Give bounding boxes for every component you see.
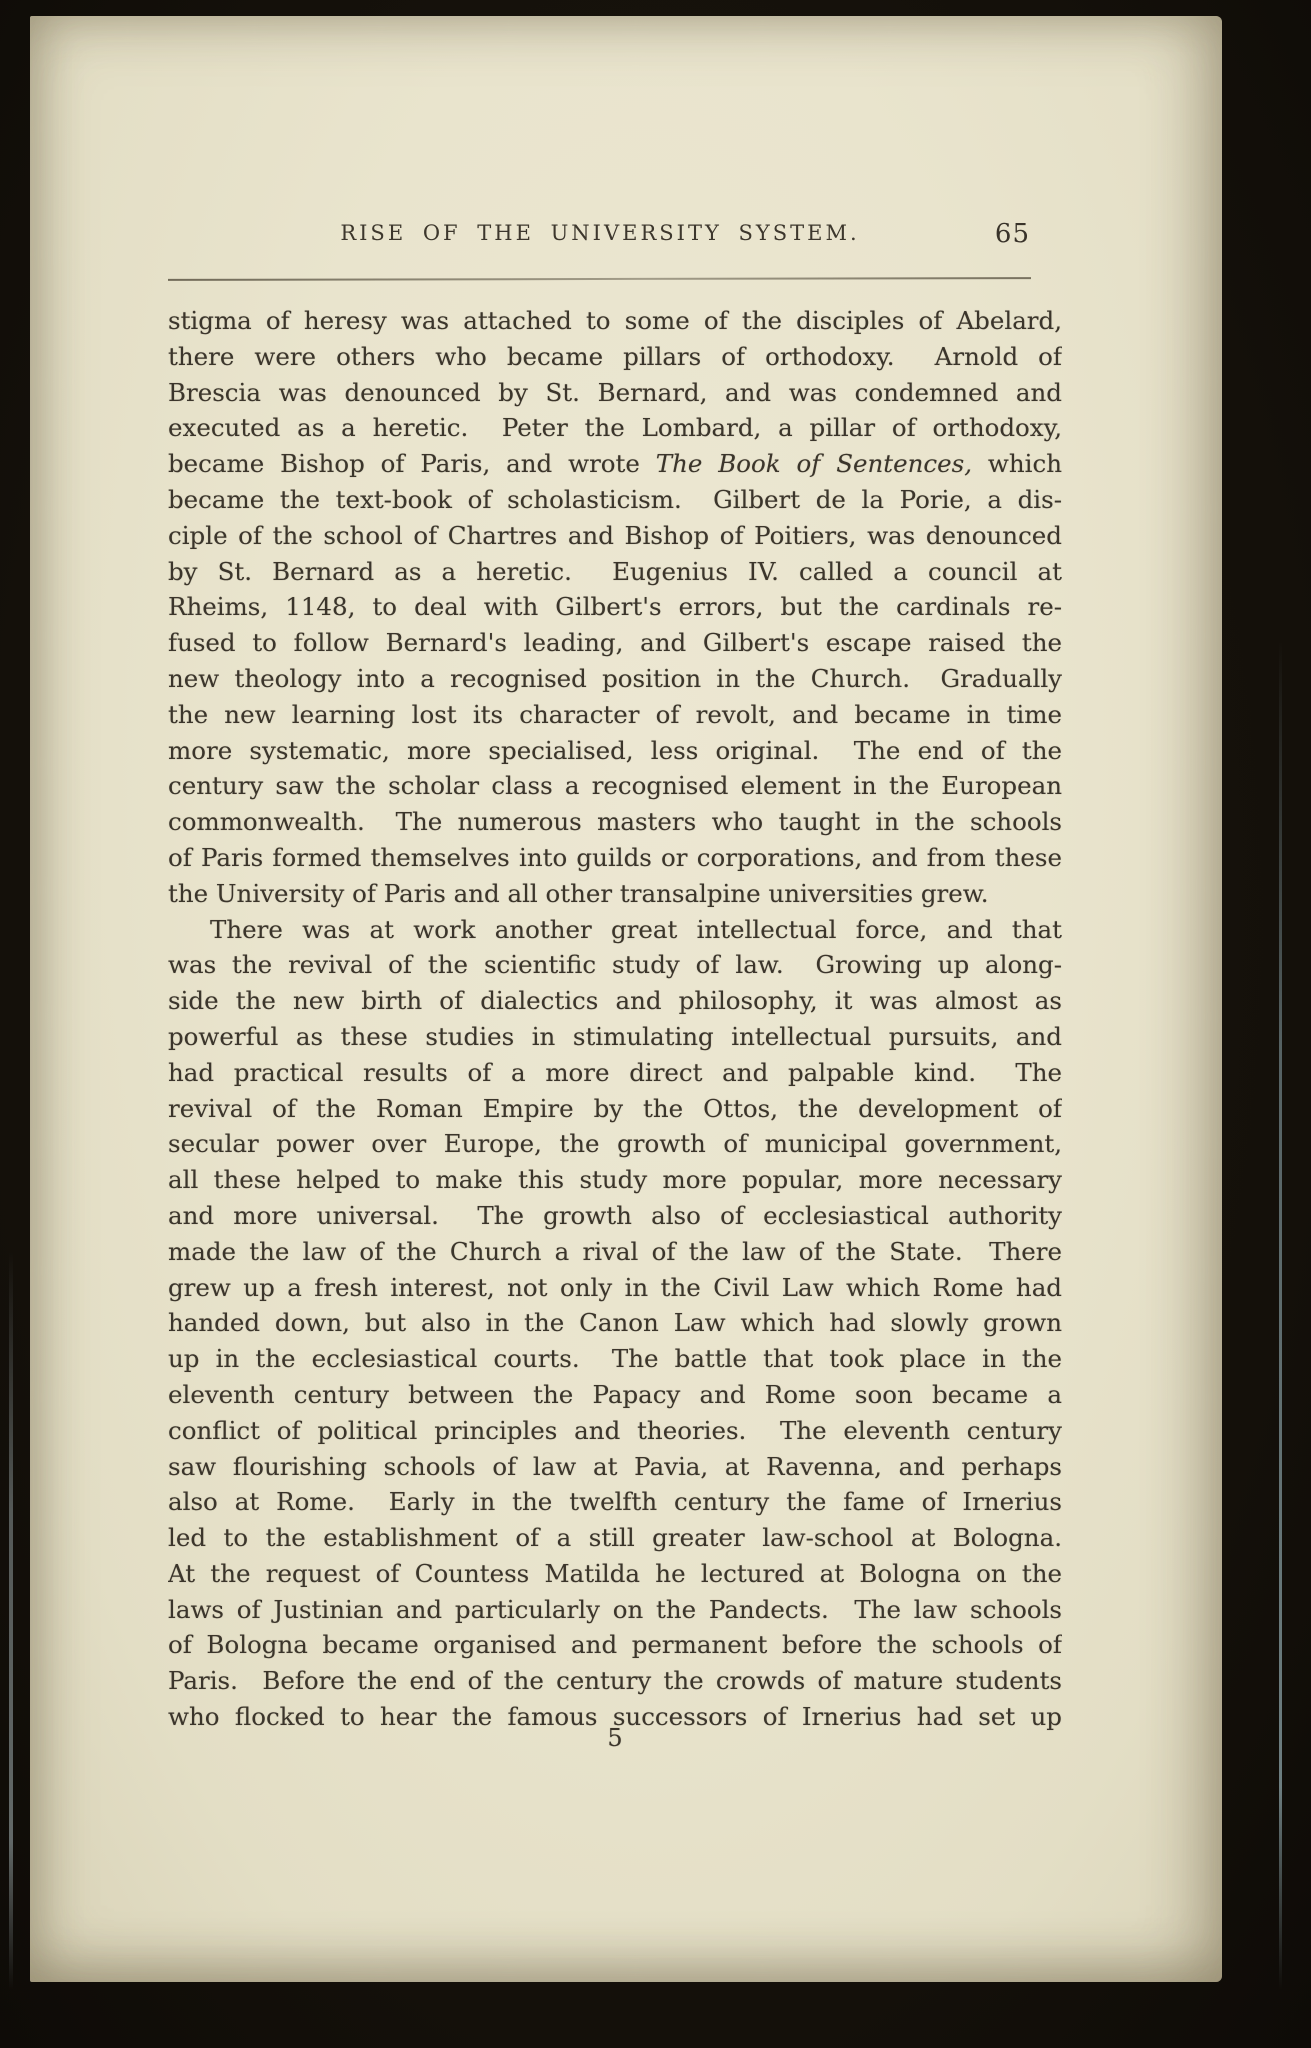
text-line: handed down, but also in the Canon Law which had slowly grown [168,1308,1062,1338]
text-line: became Bishop of Paris, and wrote The Book of Sentences, which [168,449,1062,479]
text-line: saw flourishing schools of law at Pavia, at Ravenna, and perhaps [168,1451,1062,1481]
text-line: more systematic, more specialised, less original. The end of the [168,735,1062,765]
text-line: Rheims, 1148, to deal with Gilbert's errors, but the cardinals re- [168,592,1062,622]
text-line: Brescia was denounced by St. Bernard, and was condemned and [168,377,1062,407]
body-text [168,303,1062,1735]
text-line: the University of Paris and all other transalpine universities grew. [168,878,989,908]
text-line: and more universal. The growth also of ecclesiastical authority [168,1200,1062,1230]
text-line: of Paris formed themselves into guilds or corporations, and from these [168,842,1062,872]
text-line: new theology into a recognised position in the Church. Gradually [168,663,1062,693]
text-line: powerful as these studies in stimulating intellectual pursuits, and [168,1021,1062,1051]
text-line: was the revival of the scientific study of law. Growing up along- [168,950,1062,980]
text-line: who flocked to hear the famous successors of Irnerius had set up [168,1702,1062,1732]
text-line: eleventh century between the Papacy and Rome soon became a [168,1379,1062,1409]
text-line: became the text-book of scholasticism. Gilbert de la Porie, a dis- [168,484,1062,514]
text-line: there were others who became pillars of orthodoxy. Arnold of [168,341,1062,371]
page-number: 65 [994,219,1030,249]
running-header-row [168,221,1032,251]
text-line: executed as a heretic. Peter the Lombard, a pillar of orthodoxy, [168,413,1062,443]
running-header-title: RISE OF THE UNIVERSITY SYSTEM. [340,221,860,245]
text-line: up in the ecclesiastical courts. The battle that took place in the [168,1344,1062,1374]
text-line: At the request of Countess Matilda he lectured at Bologna on the [168,1558,1062,1588]
text-line: also at Rome. Early in the twelfth century the fame of Irnerius [168,1487,1062,1517]
text-line: laws of Justinian and particularly on the Pandects. The law schools [168,1594,1062,1624]
text-line: fused to follow Bernard's leading, and Gilbert's escape raised the [168,628,1062,658]
text-line: the new learning lost its character of revolt, and became in time [168,699,1062,729]
text-line: had practical results of a more direct and palpable kind. The [168,1057,1062,1087]
text-line: side the new birth of dialectics and philosophy, it was almost as [168,986,1062,1016]
text-line: ciple of the school of Chartres and Bishop of Poitiers, was denounced [168,520,1062,550]
text-line: commonwealth. The numerous masters who taught in the schools [168,807,1062,837]
text-line: made the law of the Church a rival of the law of the State. There [168,1236,1062,1266]
text-line: Paris. Before the end of the century the crowds of mature students [168,1666,1062,1696]
text-line: secular power over Europe, the growth of municipal government, [168,1129,1062,1159]
text-line: There was at work another great intellectual force, and that [210,914,1062,944]
text-line: grew up a fresh interest, not only in the Civil Law which Rome had [168,1272,1062,1302]
text-line: revival of the Roman Empire by the Ottos, the development of [168,1093,1062,1123]
text-line: all these helped to make this study more popular, more necessary [168,1165,1062,1195]
text-line: conflict of political principles and theories. The eleventh century [168,1415,1062,1445]
text-line: led to the establishment of a still greater law-school at Bologna. [168,1523,1062,1553]
text-line: century saw the scholar class a recognised element in the European [168,771,1062,801]
text-line: by St. Bernard as a heretic. Eugenius IV. called a council at [168,556,1062,586]
signature-mark: 5 [607,1724,623,1752]
text-line: stigma of heresy was attached to some of the disciples of Abelard, [168,306,1062,335]
header-rule [168,277,1031,281]
text-line: of Bologna became organised and permanent before the schools of [168,1630,1062,1660]
